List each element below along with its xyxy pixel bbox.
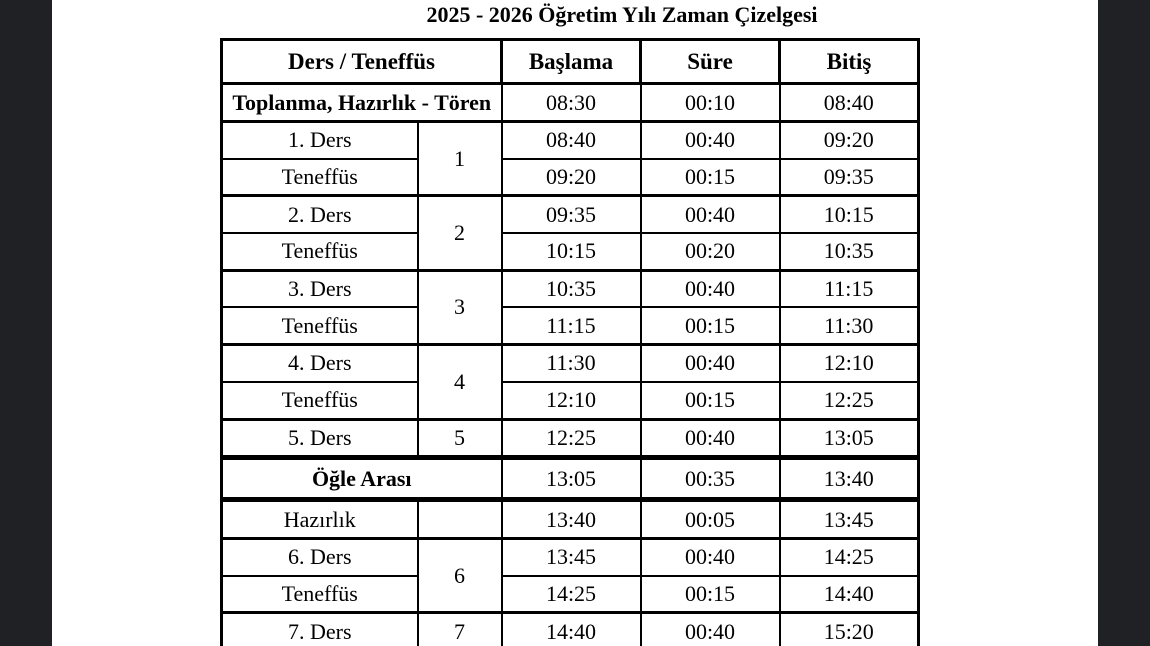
lesson-number: 7 <box>418 613 502 646</box>
prep-start: 13:40 <box>502 500 641 539</box>
row-label: Teneffüs <box>222 576 418 613</box>
row-start: 09:20 <box>502 159 641 196</box>
table-row <box>222 538 919 575</box>
lesson-number: 2 <box>418 196 502 270</box>
row-duration: 00:15 <box>641 576 780 613</box>
row-end: 11:15 <box>780 270 919 307</box>
row-label: 4. Ders <box>222 345 418 382</box>
table-row <box>222 307 919 344</box>
table-row <box>222 159 919 196</box>
row-end: 12:10 <box>780 345 919 382</box>
row-end: 09:35 <box>780 159 919 196</box>
opening-duration: 00:10 <box>641 84 780 122</box>
lesson-number: 4 <box>418 345 502 419</box>
row-label: 6. Ders <box>222 538 418 575</box>
row-label: Teneffüs <box>222 159 418 196</box>
prep-row <box>222 500 919 539</box>
row-label: 5. Ders <box>222 419 418 458</box>
table-row <box>222 613 919 646</box>
table-row <box>222 196 919 233</box>
schedule-table <box>220 38 920 646</box>
row-label: 3. Ders <box>222 270 418 307</box>
opening-end: 08:40 <box>780 84 919 122</box>
row-duration: 00:15 <box>641 382 780 419</box>
header-start: Başlama <box>502 40 641 84</box>
row-duration: 00:40 <box>641 419 780 458</box>
row-start: 12:25 <box>502 419 641 458</box>
row-end: 15:20 <box>780 613 919 646</box>
row-duration: 00:40 <box>641 538 780 575</box>
row-end: 14:40 <box>780 576 919 613</box>
opening-row <box>222 84 919 122</box>
lunch-start: 13:05 <box>502 458 641 500</box>
row-duration: 00:40 <box>641 270 780 307</box>
row-duration: 00:20 <box>641 233 780 270</box>
row-label: 2. Ders <box>222 196 418 233</box>
table-row <box>222 576 919 613</box>
opening-start: 08:30 <box>502 84 641 122</box>
row-end: 10:15 <box>780 196 919 233</box>
row-start: 13:45 <box>502 538 641 575</box>
lesson-number: 5 <box>418 419 502 458</box>
row-start: 12:10 <box>502 382 641 419</box>
row-label: Teneffüs <box>222 233 418 270</box>
row-end: 11:30 <box>780 307 919 344</box>
row-start: 11:15 <box>502 307 641 344</box>
row-label: Teneffüs <box>222 382 418 419</box>
table-row <box>222 419 919 458</box>
prep-label: Hazırlık <box>222 500 418 539</box>
row-duration: 00:40 <box>641 345 780 382</box>
lunch-end: 13:40 <box>780 458 919 500</box>
row-start: 10:35 <box>502 270 641 307</box>
opening-label: Toplanma, Hazırlık - Tören <box>222 84 502 122</box>
prep-number <box>418 500 502 539</box>
lesson-number: 6 <box>418 538 502 612</box>
row-duration: 00:40 <box>641 613 780 646</box>
row-duration: 00:15 <box>641 307 780 344</box>
page-title: 2025 - 2026 Öğretim Yılı Zaman Çizelgesi <box>426 2 818 27</box>
lunch-duration: 00:35 <box>641 458 780 500</box>
header-lesson: Ders / Teneffüs <box>222 40 502 84</box>
row-start: 14:25 <box>502 576 641 613</box>
lunch-label: Öğle Arası <box>222 458 502 500</box>
table-row <box>222 233 919 270</box>
header-row <box>222 40 919 84</box>
row-end: 14:25 <box>780 538 919 575</box>
prep-duration: 00:05 <box>641 500 780 539</box>
document-page <box>52 0 1098 646</box>
table-row <box>222 345 919 382</box>
prep-end: 13:45 <box>780 500 919 539</box>
row-end: 09:20 <box>780 122 919 159</box>
row-label: Teneffüs <box>222 307 418 344</box>
row-end: 10:35 <box>780 233 919 270</box>
row-label: 7. Ders <box>222 613 418 646</box>
header-end: Bitiş <box>780 40 919 84</box>
row-duration: 00:40 <box>641 196 780 233</box>
row-end: 13:05 <box>780 419 919 458</box>
row-start: 10:15 <box>502 233 641 270</box>
table-row <box>222 270 919 307</box>
row-start: 08:40 <box>502 122 641 159</box>
row-end: 12:25 <box>780 382 919 419</box>
row-duration: 00:40 <box>641 122 780 159</box>
header-duration: Süre <box>641 40 780 84</box>
row-start: 14:40 <box>502 613 641 646</box>
row-start: 09:35 <box>502 196 641 233</box>
table-row <box>222 382 919 419</box>
row-start: 11:30 <box>502 345 641 382</box>
lesson-number: 3 <box>418 270 502 344</box>
row-label: 1. Ders <box>222 122 418 159</box>
lesson-number: 1 <box>418 122 502 196</box>
row-duration: 00:15 <box>641 159 780 196</box>
table-row <box>222 122 919 159</box>
lunch-row <box>222 458 919 500</box>
